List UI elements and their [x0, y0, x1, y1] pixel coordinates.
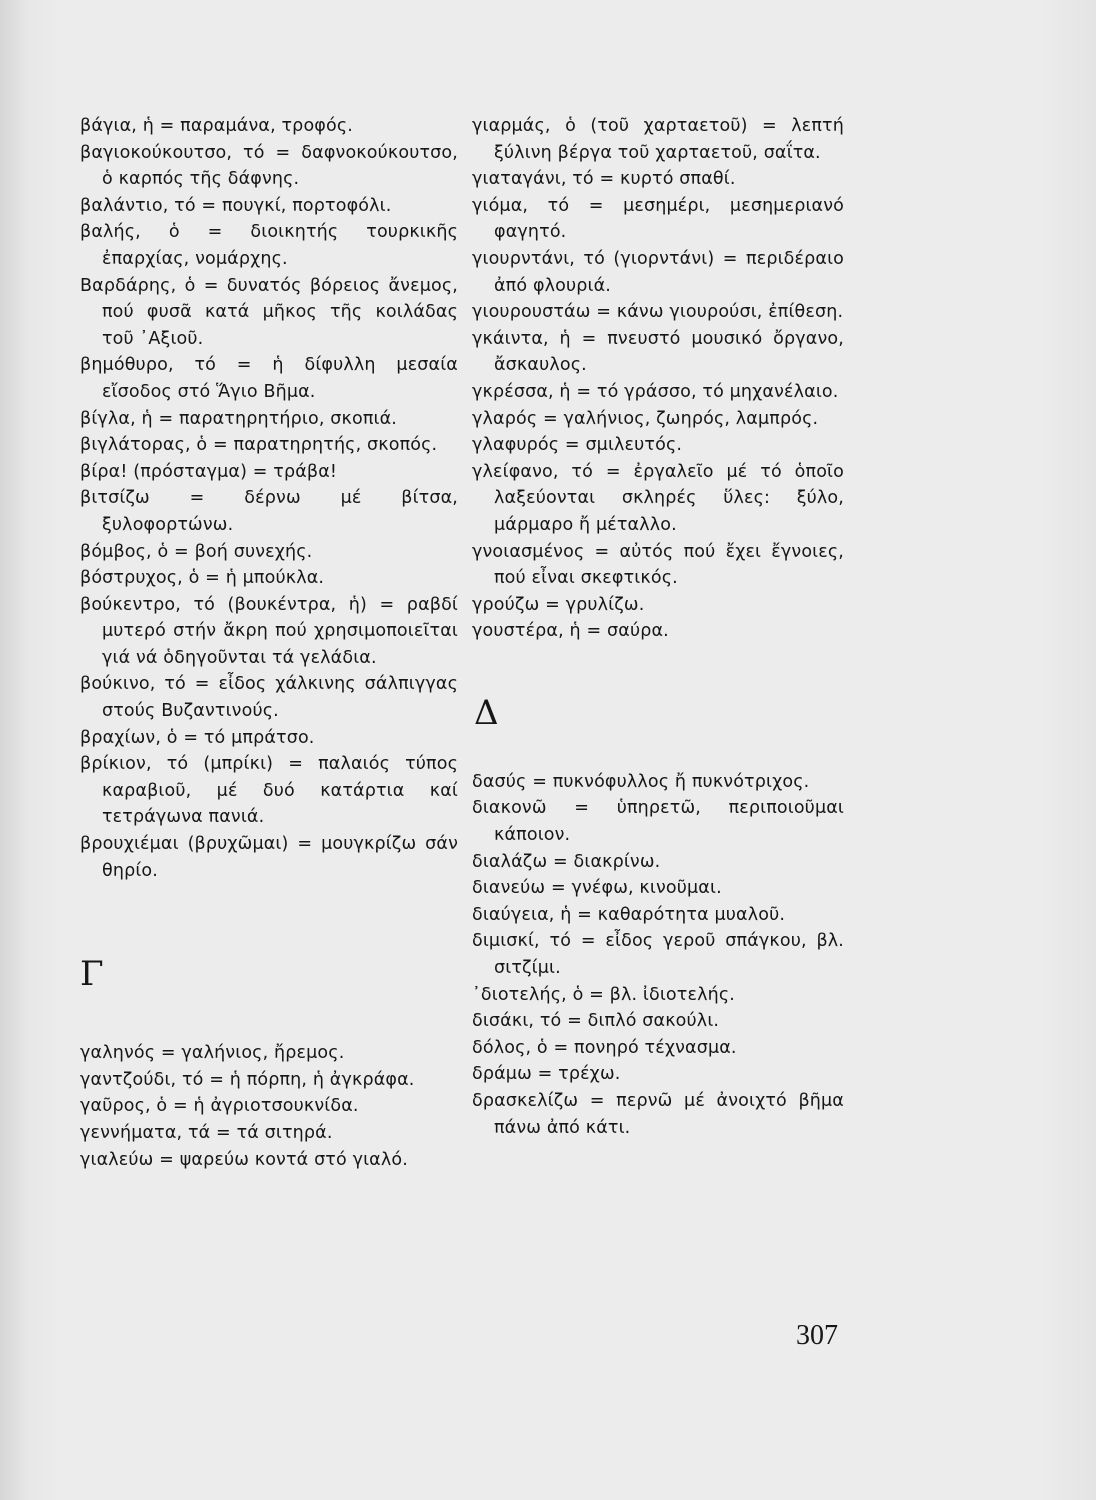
dictionary-entry: δασύς = πυκνόφυλλος ἤ πυκνότριχος.: [472, 771, 810, 792]
dictionary-entry: βούκινο, τό = εἶδος χάλκινης σάλπιγγας στούς Βυζαντινούς.: [80, 674, 458, 722]
dictionary-entry: διαλάζω = διακρίνω.: [472, 851, 661, 872]
dictionary-entry: βιγλάτορας, ὁ = παρατηρητής, σκοπός.: [80, 435, 438, 456]
section-d-entries: [472, 769, 844, 1141]
dictionary-entry: βόστρυχος, ὁ = ἡ μπούκλα.: [80, 568, 325, 589]
right-column: [472, 113, 844, 1141]
dictionary-entry: γλείφανο, τό = ἐργαλεῖο μέ τό ὁποῖο λαξεύονται σκληρές ὕλες: ξύλο, μάρμαρο ἤ μέταλλο.: [472, 461, 844, 535]
dictionary-entry: δρασκελίζω = περνῶ μέ ἀνοιχτό βῆμα πάνω ἀπό κάτι.: [472, 1091, 844, 1138]
section-g-entries: [80, 1040, 458, 1173]
dictionary-entry: διμισκί, τό = εἶδος γεροῦ σπάγκου, βλ. σιτζίμι.: [472, 931, 844, 979]
dictionary-entry: βρουχιέμαι (βρυχῶμαι) = μουγκρίζω σάν θηρίο.: [80, 834, 458, 881]
dictionary-entry: βιτσίζω = δέρνω μέ βίτσα, ξυλοφορτώνω.: [80, 488, 458, 535]
dictionary-entry: βαγιοκούκουτσο, τό = δαφνοκούκουτσο, ὁ καρπός τῆς δάφνης.: [80, 142, 458, 190]
dictionary-entry: βόμβος, ὁ = βοή συνεχής.: [80, 541, 313, 562]
dictionary-entry: βίγλα, ἡ = παρατηρητήριο, σκοπιά.: [80, 408, 397, 429]
dictionary-entry: βίρα! (πρόσταγμα) = τράβα!: [80, 461, 338, 482]
dictionary-entry: διανεύω = γνέφω, κινοῦμαι.: [472, 878, 722, 899]
dictionary-entry: γιαρμάς, ὁ (τοῦ χαρταετοῦ) = λεπτή ξύλινη βέργα τοῦ χαρταετοῦ, σαΐτα.: [472, 116, 844, 163]
dictionary-entry: γλαφυρός = σμιλευτός.: [472, 435, 683, 456]
left-column: [80, 113, 458, 1173]
dictionary-entry: δισάκι, τό = διπλό σακούλι.: [472, 1011, 720, 1032]
dictionary-entry: δράμω = τρέχω.: [472, 1064, 621, 1085]
dictionary-entry: βημόθυρο, τό = ἡ δίφυλλη μεσαία εἴσοδος στό Ἅγιο Βῆμα.: [80, 355, 458, 402]
dictionary-entry: βρίκιον, τό (μπρίκι) = παλαιός τύπος καραβιοῦ, μέ δυό κατάρτια καί τετράγωνα πανιά.: [80, 754, 458, 828]
section-g-entries-continued: [472, 113, 844, 645]
dictionary-entry: βραχίων, ὁ = τό μπράτσο.: [80, 727, 315, 748]
dictionary-entry: διακονῶ = ὑπηρετῶ, περιποιοῦμαι κάποιον.: [472, 798, 844, 846]
dictionary-entry: γιαλεύω = ψαρεύω κοντά στό γιαλό.: [80, 1149, 408, 1170]
dictionary-entry: βαλής, ὁ = διοικητής τουρκικῆς ἐπαρχίας, νομάρχης.: [80, 222, 458, 269]
section-letter-gamma: Γ: [80, 954, 104, 995]
dictionary-entry: γιόμα, τό = μεσημέρι, μεσημεριανό φαγητό.: [472, 195, 844, 243]
dictionary-entry: βαλάντιο, τό = πουγκί, πορτοφόλι.: [80, 195, 392, 216]
dictionary-entry: γουστέρα, ἡ = σαύρα.: [472, 621, 669, 642]
dictionary-entry: γαντζούδι, τό = ἡ πόρπη, ἡ ἀγκράφα.: [80, 1069, 415, 1090]
section-letter-delta: Δ: [474, 692, 499, 733]
dictionary-entry: γιαταγάνι, τό = κυρτό σπαθί.: [472, 169, 736, 190]
page-number: 307: [796, 1320, 838, 1351]
dictionary-entry: γνοιασμένος = αὐτός πού ἔχει ἔγνοιες, πού εἶναι σκεφτικός.: [472, 541, 844, 589]
dictionary-entry: γιουρντάνι, τό (γιορντάνι) = περιδέραιο ἀπό φλουριά.: [472, 248, 844, 296]
dictionary-entry: γλαρός = γαλήνιος, ζωηρός, λαμπρός.: [472, 408, 819, 429]
dictionary-entry: βούκεντρο, τό (βουκέντρα, ἡ) = ραβδί μυτερό στήν ἄκρη πού χρησιμοποιεῖται γιά νά ὁδηγοῦνται τά γελάδια.: [80, 594, 458, 668]
dictionary-entry: γεννήματα, τά = τά σιτηρά.: [80, 1123, 333, 1143]
dictionary-entry: γκάιντα, ἡ = πνευστό μουσικό ὄργανο, ἄσκαυλος.: [472, 328, 844, 376]
dictionary-entry: γαῦρος, ὁ = ἡ ἀγριοτσουκνίδα.: [80, 1096, 359, 1117]
dictionary-entry: γιουρουστάω = κάνω γιουρούσι, ἐπίθεση.: [472, 302, 844, 323]
section-b-entries: [80, 113, 458, 884]
dictionary-entry: ᾿διοτελής, ὁ = βλ. ἰδιοτελής.: [472, 984, 735, 1005]
dictionary-entry: Βαρδάρης, ὁ = δυνατός βόρειος ἄνεμος, πού φυσᾶ κατά μῆκος τῆς κοιλάδας τοῦ ᾿Αξιοῦ.: [80, 275, 458, 349]
dictionary-entry: βάγια, ἡ = παραμάνα, τροφός.: [80, 116, 353, 136]
dictionary-entry: γκρέσσα, ἡ = τό γράσσο, τό μηχανέλαιο.: [472, 381, 839, 402]
dictionary-entry: γαληνός = γαλήνιος, ἤρεμος.: [80, 1043, 345, 1064]
dictionary-entry: γρούζω = γρυλίζω.: [472, 594, 645, 615]
dictionary-entry: διαύγεια, ἡ = καθαρότητα μυαλοῦ.: [472, 904, 786, 925]
dictionary-entry: δόλος, ὁ = πονηρό τέχνασμα.: [472, 1037, 737, 1058]
